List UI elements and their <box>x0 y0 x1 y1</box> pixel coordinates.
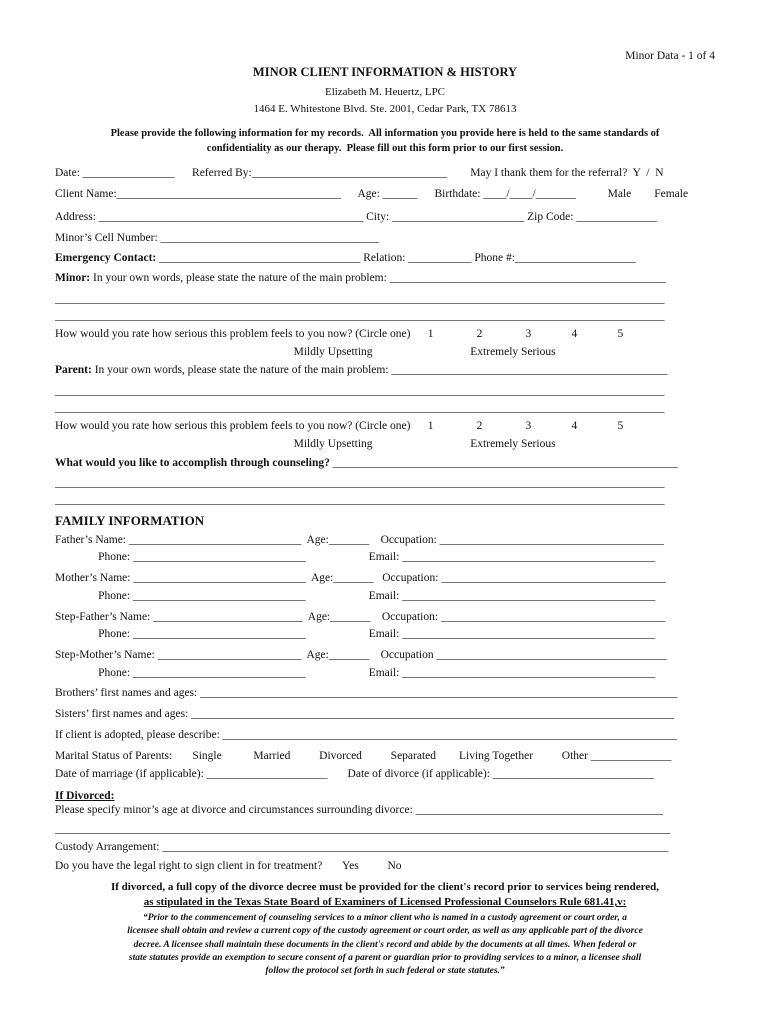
if-divorced-heading: If Divorced: <box>55 790 115 802</box>
blank-line[interactable]: __________________________________________________________________________________________________________ <box>55 477 665 489</box>
custody-line[interactable]: Custody Arrangement: ________________________________________________________________________________________ <box>55 841 669 853</box>
quote-line-4: state statutes provide an exemption to secure consent of a parent or guardian prior to providing services to a minor, a licensee shall <box>128 953 642 963</box>
stepfather-contact-line[interactable]: Phone: ______________________________ Email: ____________________________________________ <box>55 628 656 640</box>
blank-line[interactable]: ___________________________________________________________________________________________________________ <box>55 823 671 835</box>
parent-problem-line[interactable] <box>55 363 715 377</box>
client-name-line[interactable]: Client Name:_______________________________________ Age: ______ Birthdate: ____/____/_______ Male Female <box>55 188 689 200</box>
cell-number-line[interactable]: Minor’s Cell Number: ______________________________________ <box>55 232 380 244</box>
stepfather-line[interactable]: Step-Father’s Name: __________________________ Age:_______ Occupation: _______________________________________ <box>55 611 666 623</box>
emergency-fields[interactable]: ___________________________________ Relation: ___________ Phone #:_____________________ <box>156 252 636 264</box>
parent-problem-field[interactable]: In your own words, please state the nature of the main problem: ________________________________________________ <box>91 364 668 376</box>
stepmother-line[interactable]: Step-Mother’s Name: _________________________ Age:_______ Occupation ________________________________________ <box>55 649 667 661</box>
intro-line-2: confidentiality as our therapy. Please fill out this form prior to our first session. <box>206 143 564 154</box>
blank-line[interactable]: __________________________________________________________________________________________________________ <box>55 494 665 506</box>
stepmother-contact-line[interactable]: Phone: ______________________________ Email: ____________________________________________ <box>55 667 656 679</box>
blank-line[interactable]: __________________________________________________________________________________________________________ <box>55 402 665 414</box>
minor-rating-scale: Mildly Upsetting Extremely Serious <box>55 346 556 358</box>
minor-rating-question[interactable]: How would you rate how serious this problem feels to you now? (Circle one) 1 2 3 4 5 <box>55 328 624 340</box>
accomplish-label: What would you like to accomplish through counseling? <box>55 457 330 469</box>
adopted-line[interactable]: If client is adopted, please describe: _______________________________________________________________________________ <box>55 729 677 741</box>
date-referral-line[interactable]: Date: ________________ Referred By:__________________________________ May I thank them for the referral? Y / N <box>55 167 664 179</box>
mother-contact-line[interactable]: Phone: ______________________________ Email: ____________________________________________ <box>55 590 656 602</box>
divorce-notice-2: as stipulated in the Texas State Board of Examiners of Licensed Professional Counselors Rule 681.41,v: <box>143 896 627 908</box>
blank-line[interactable]: __________________________________________________________________________________________________________ <box>55 385 665 397</box>
parent-label: Parent: <box>55 364 92 376</box>
form-title: MINOR CLIENT INFORMATION & HISTORY <box>252 65 518 79</box>
intro-line-1: Please provide the following information for my records. All information you provide here is held to the same standards of <box>110 128 660 139</box>
blank-line[interactable]: __________________________________________________________________________________________________________ <box>55 293 665 305</box>
divorce-notice-1: If divorced, a full copy of the divorce decree must be provided for the client's record prior to services being rendered, <box>110 881 660 893</box>
family-heading: FAMILY INFORMATION <box>55 513 205 528</box>
quote-line-2: licensee shall obtain and review a current copy of the custody agreement or court order, as well as any applicable part of the divorce <box>127 926 643 936</box>
father-contact-line[interactable]: Phone: ______________________________ Email: ____________________________________________ <box>55 551 656 563</box>
minor-problem-field[interactable]: In your own words, please state the nature of the main problem: ________________________________________________ <box>90 272 666 284</box>
emergency-contact-line[interactable] <box>55 251 715 265</box>
provider-address: 1464 E. Whitestone Blvd. Ste. 2001, Cedar Park, TX 78613 <box>253 103 517 115</box>
quote-line-3: decree. A licensee shall maintain these documents in the client's record and abide by the documents at all times. When federal or <box>133 940 637 950</box>
legal-right-line[interactable]: Do you have the legal right to sign client in for treatment? Yes No <box>55 860 402 872</box>
page-number: Minor Data - 1 of 4 <box>625 50 715 62</box>
parent-rating-scale: Mildly Upsetting Extremely Serious <box>55 438 556 450</box>
divorce-age-line[interactable]: Please specify minor’s age at divorce and circumstances surrounding divorce: ___________________________________________ <box>55 804 663 816</box>
marriage-divorce-dates-line[interactable]: Date of marriage (if applicable): _____________________ Date of divorce (if applicable): ____________________________ <box>55 768 654 780</box>
quote-line-1: “Prior to the commencement of counseling services to a minor client who is named in a custody agreement or court order, a <box>143 913 627 923</box>
father-line[interactable]: Father’s Name: ______________________________ Age:_______ Occupation: _______________________________________ <box>55 534 664 546</box>
mother-line[interactable]: Mother’s Name: ______________________________ Age:_______ Occupation: _______________________________________ <box>55 572 666 584</box>
minor-problem-line[interactable] <box>55 271 715 285</box>
blank-line[interactable]: __________________________________________________________________________________________________________ <box>55 310 665 322</box>
accomplish-line[interactable] <box>55 456 715 470</box>
provider-name: Elizabeth M. Heuertz, LPC <box>324 86 446 98</box>
minor-label: Minor: <box>55 272 91 284</box>
accomplish-field[interactable]: ____________________________________________________________ <box>329 457 678 469</box>
quote-line-5: follow the protocol set forth in such federal or state statutes.” <box>265 966 505 976</box>
parent-rating-question[interactable]: How would you rate how serious this problem feels to you now? (Circle one) 1 2 3 4 5 <box>55 420 624 432</box>
address-line[interactable]: Address: ______________________________________________ City: _______________________ Zip Code: ______________ <box>55 211 657 223</box>
brothers-line[interactable]: Brothers’ first names and ages: ___________________________________________________________________________________ <box>55 687 678 699</box>
emergency-label: Emergency Contact: <box>55 252 157 264</box>
sisters-line[interactable]: Sisters’ first names and ages: ____________________________________________________________________________________ <box>55 708 675 720</box>
marital-status-line[interactable]: Marital Status of Parents: Single Married Divorced Separated Living Together Other ______________ <box>55 750 672 762</box>
